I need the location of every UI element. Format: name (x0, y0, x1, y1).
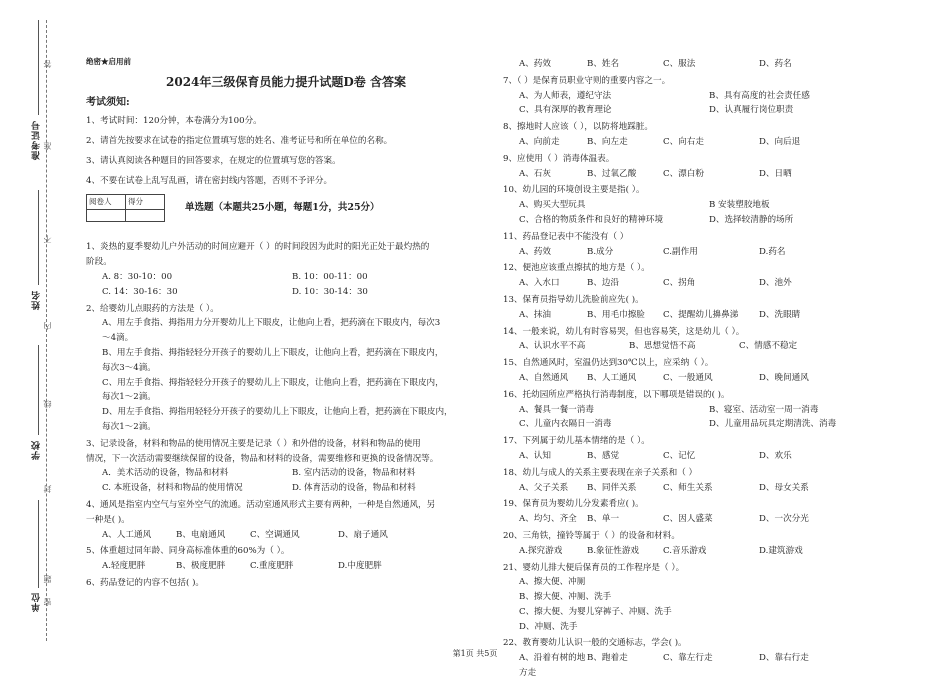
answer-option[interactable]: B、跑着走 (587, 653, 628, 664)
answer-option[interactable]: C、提醒幼儿擤鼻涕 (663, 309, 739, 320)
option-row (503, 308, 943, 323)
option-row (503, 512, 943, 527)
answer-option[interactable]: D、儿童用品玩具定期清洗、消毒 (709, 419, 837, 430)
notice-item: 3、请认真阅读各种题目的回答要求，在规定的位置填写您的答案。 (86, 155, 341, 166)
answer-option[interactable]: D.药名 (759, 246, 786, 257)
answer-option[interactable]: C、记忆 (663, 450, 696, 461)
answer-option[interactable]: B、边沿 (587, 278, 620, 289)
answer-option[interactable]: C.音乐游戏 (663, 545, 707, 556)
score-cell-grader[interactable] (87, 210, 126, 222)
answer-option[interactable]: A、石灰 (519, 168, 551, 179)
option-row (503, 89, 943, 104)
notice-heading: 考试须知: (86, 96, 130, 108)
option-row (503, 198, 943, 213)
right-column (503, 55, 943, 681)
option-row (86, 270, 486, 285)
option-row (503, 103, 943, 118)
answer-option[interactable]: A.轻度肥胖 (102, 561, 146, 572)
answer-option[interactable]: D、认真履行岗位职责 (709, 105, 794, 116)
question-stem: 20、三角铁，撞铃等属于（ ）的设备和材料。 (503, 530, 680, 541)
answer-option[interactable]: B、极度肥胖 (176, 561, 226, 572)
option-row (503, 245, 943, 260)
answer-option[interactable]: A、均匀、齐全 (519, 514, 577, 525)
answer-option[interactable]: A、自然通风 (519, 372, 569, 383)
seal-mark: 准 (43, 142, 52, 150)
answer-option[interactable]: C、一般通风 (663, 372, 713, 383)
option-row (503, 276, 943, 291)
answer-option[interactable]: D、母女关系 (759, 482, 809, 493)
answer-option[interactable]: A、抹油 (519, 309, 551, 320)
question (503, 230, 943, 260)
question (503, 561, 943, 635)
question-stem-continued: 一种是( )。 (86, 514, 130, 525)
answer-option[interactable]: D、日晒 (759, 168, 792, 179)
option-row (86, 466, 486, 481)
notice-item: 1、考试时间：120分钟，本卷满分为100分。 (86, 116, 262, 127)
label-name: 姓名 (32, 290, 42, 310)
answer-option-line[interactable]: ～4滴。 (102, 333, 134, 344)
seal-mark: 题 (43, 575, 52, 583)
question-stem: 6、药品登记的内容不包括( )。 (86, 577, 205, 588)
answer-option[interactable]: B 安装塑胶地板 (709, 200, 770, 211)
answer-option[interactable]: B、寝室、活动室一周一消毒 (709, 404, 819, 415)
option-row (503, 371, 943, 386)
option-row (503, 57, 943, 72)
label-exam-number: 准考证号 (32, 120, 42, 160)
answer-option[interactable]: B、姓名 (587, 59, 620, 69)
seal-mark: 密 (43, 598, 52, 606)
option-row (86, 528, 486, 543)
question-stem: 5、体重超过同年龄、同身高标准体重的60%为（ ）。 (86, 546, 290, 557)
answer-option[interactable]: D、靠右行走 (759, 653, 809, 664)
question-stem: 1、炎热的夏季婴幼儿户外活动的时间应避开（ ）的时间段因为此时的阳光正处于最灼热的 (86, 242, 430, 253)
fill-line-name[interactable] (38, 190, 39, 285)
label-unit: 单位 (32, 592, 42, 612)
answer-option[interactable]: C、向右走 (663, 136, 704, 147)
left-column (86, 55, 486, 591)
answer-option[interactable]: B、电扇通风 (176, 529, 226, 540)
answer-option[interactable]: B、思想觉悟不高 (629, 341, 696, 352)
question-stem: 15、自然通风时，室温仍达到30℃以上，应采纳（ ）。 (503, 358, 714, 369)
question (503, 466, 943, 496)
section-heading: 单选题（本题共25小题，每题1分，共25分） (185, 201, 380, 213)
question-stem-continued: 阶段。 (86, 257, 112, 268)
answer-option[interactable]: A、认知 (519, 450, 551, 461)
question-stem: 4、通风是指室内空气与室外空气的流通。活动室通风形式主要有两种，一种是自然通风，另 (86, 499, 436, 510)
answer-option[interactable]: C、靠左行走 (663, 653, 713, 664)
question-stem: 3、记录设备，材料和物品的使用情况主要是记录（ ）和外借的设备，材料和物品的使用 (86, 438, 421, 449)
fill-line-unit[interactable] (38, 500, 39, 588)
seal-dashed-line (46, 20, 47, 641)
question-stem: 9、应使用（ ）消毒体温表。 (503, 153, 615, 164)
question-stem: 10、幼儿园的环境创设主要是指( ）。 (503, 185, 645, 196)
question (503, 325, 943, 355)
option-row (503, 339, 943, 354)
question-stem: 19、保育员为婴幼儿分发素肴应( )。 (503, 499, 644, 510)
answer-option-line[interactable]: C、擦大便、为婴儿穿裤子、冲厕、洗手 (519, 606, 672, 617)
answer-option[interactable]: C、合格的物质条件和良好的精神环境 (519, 214, 664, 225)
answer-option-line[interactable]: B、擦大便、冲厕、洗手 (519, 592, 612, 603)
option-row (86, 559, 486, 574)
seal-mark: 不 (43, 235, 52, 243)
question-stem: 2、给婴幼儿点眼药的方法是（ ）。 (86, 303, 219, 314)
option-row (86, 285, 486, 300)
answer-option[interactable]: C、拐角 (663, 278, 696, 289)
answer-option[interactable]: B. 室内活动的设备，物品和材料 (292, 468, 416, 479)
question-stem: 22、教育婴幼儿认识一般的交通标志，学会( )。 (503, 638, 687, 649)
answer-option[interactable]: D.建筑游戏 (759, 545, 803, 556)
question (503, 434, 943, 464)
option-row (503, 135, 943, 150)
left-questions (86, 240, 486, 590)
page-footer: 第1页 共5页 (452, 649, 498, 658)
right-questions (503, 57, 943, 681)
answer-option[interactable]: B、具有高度的社会责任感 (709, 90, 810, 101)
answer-option[interactable]: A、药效 (519, 59, 551, 69)
question (503, 261, 943, 291)
answer-option[interactable]: A、入水口 (519, 278, 560, 289)
fill-line-school[interactable] (38, 345, 39, 435)
answer-option[interactable]: C、因人盛菜 (663, 514, 713, 525)
answer-option[interactable]: B、单一 (587, 514, 620, 525)
answer-option[interactable]: A.探究游戏 (519, 545, 563, 556)
option-row (503, 167, 943, 182)
answer-option[interactable]: D. 体育活动的设备，物品和材料 (292, 483, 416, 494)
question (503, 57, 943, 72)
secret-label: 绝密★启用前 (86, 57, 131, 66)
answer-option[interactable]: D、扇子通风 (338, 529, 388, 540)
seal-mark: 答 (43, 60, 52, 68)
answer-option-line[interactable]: A、擦大便、冲厕 (519, 577, 586, 588)
page-title: 2024年三级保育员能力提升试题D卷 含答案 (166, 74, 406, 89)
score-table-grader: 阅卷人 (87, 194, 126, 210)
answer-option[interactable]: C、师生关系 (663, 482, 713, 493)
question (503, 183, 943, 227)
answer-option[interactable]: D、一次分光 (759, 514, 809, 525)
answer-option[interactable]: A. 8：30-10：00 (102, 271, 173, 282)
question (86, 302, 486, 435)
answer-option[interactable]: B、用毛巾擦脸 (587, 309, 645, 320)
option-row (503, 449, 943, 464)
question (86, 498, 486, 542)
question-stem: 11、药品登记表中不能没有（ ） (503, 231, 629, 242)
answer-option[interactable]: B、向左走 (587, 136, 628, 147)
answer-option[interactable]: A、餐具一餐一消毒 (519, 404, 594, 415)
question-stem: 16、托幼园所应严格执行消毒制度，以下哪项是错误的( )。 (503, 389, 730, 400)
notice-item: 2、请首先按要求在试卷的指定位置填写您的姓名、准考证号和所在单位的名称。 (86, 136, 393, 147)
question (86, 544, 486, 574)
answer-option[interactable]: B、人工通风 (587, 372, 637, 383)
question (503, 388, 943, 432)
answer-option[interactable]: D、向后退 (759, 136, 801, 147)
answer-option[interactable]: D、池外 (759, 278, 792, 289)
answer-option[interactable]: B.成分 (587, 246, 614, 257)
answer-option[interactable]: C、服法 (663, 59, 696, 69)
answer-option[interactable]: B、同伴关系 (587, 482, 637, 493)
question-stem: 7、（ ）是保育员职业守则的重要内容之一。 (503, 75, 671, 86)
label-school: 学校 (32, 440, 42, 460)
answer-option[interactable]: C、情感不稳定 (739, 341, 798, 352)
answer-option[interactable]: A、向前走 (519, 136, 560, 147)
question (503, 356, 943, 386)
answer-option-line[interactable]: D、冲厕、洗手 (519, 621, 578, 632)
question-stem: 13、保育员指导幼儿洗脸前应先( )。 (503, 294, 644, 305)
question-stem: 8、擦地时人应该（ ），以防将地踩脏。 (503, 122, 653, 133)
answer-option[interactable]: C. 14：30-16：30 (102, 286, 178, 297)
answer-option[interactable]: B.象征性游戏 (587, 545, 640, 556)
question (86, 240, 486, 299)
answer-option[interactable]: D、洗眼睛 (759, 309, 801, 320)
question (503, 152, 943, 182)
question-stem: 14、一般来说，幼儿有时容易哭，但也容易笑，这是幼儿（ ）。 (503, 326, 745, 337)
answer-option[interactable]: A、为人师表，遵纪守法 (519, 90, 612, 101)
answer-option[interactable]: A、父子关系 (519, 482, 569, 493)
answer-option[interactable]: A．美术活动的设备，物品和材料 (102, 468, 229, 479)
question (503, 74, 943, 118)
answer-option[interactable]: A、药效 (519, 246, 551, 257)
answer-option[interactable]: B. 10：00-11：00 (292, 271, 368, 282)
question (503, 293, 943, 323)
answer-option[interactable]: C. 本班设备，材料和物品的使用情况 (102, 483, 243, 494)
answer-option-line[interactable]: A、用左手食指、拇指用力分开婴幼儿上下眼皮，让他向上看，把药滴在下眼皮内，每次3 (102, 318, 441, 329)
answer-option[interactable]: B、感觉 (587, 450, 620, 461)
seal-mark: 内 (43, 322, 52, 330)
answer-option[interactable]: C、漂白粉 (663, 168, 704, 179)
answer-option[interactable]: D、晚间通风 (759, 372, 809, 383)
answer-option[interactable]: D、选择较清静的场所 (709, 214, 794, 225)
answer-option[interactable]: A、沿着有树的地方走 (519, 653, 586, 679)
question-stem: 21、婴幼儿排大便后保育员的工作程序是（ ）。 (503, 562, 685, 573)
answer-option[interactable]: A、人工通风 (102, 529, 152, 540)
answer-option[interactable]: C.副作用 (663, 246, 698, 257)
answer-option[interactable]: A、认识水平不高 (519, 341, 586, 352)
question (503, 529, 943, 559)
notice-list (86, 114, 486, 188)
seal-mark: 线 (43, 400, 52, 408)
answer-option[interactable]: B、过氧乙酸 (587, 168, 637, 179)
answer-option-line[interactable]: C、用左手食指、拇指轻轻分开孩子的婴幼儿上下眼皮，让他向上看，把药滴在下眼皮内， (102, 377, 444, 388)
answer-option[interactable]: C、具有深厚的教育理论 (519, 105, 612, 116)
question-stem: 18、幼儿与成人的关系主要表现在亲子关系和（ ） (503, 467, 698, 478)
question (86, 437, 486, 496)
question-stem: 17、下列属于幼儿基本情绪的是（ ）。 (503, 436, 650, 447)
answer-option-line[interactable]: 每次1～2滴。 (102, 392, 156, 403)
option-row (503, 481, 943, 496)
question (503, 120, 943, 150)
score-table-score: 得分 (126, 194, 165, 210)
seal-mark: 封 (43, 485, 52, 493)
question-stem-continued: 情况，下一次活动需要继续保留的设备，物品和材料的设备，需要维修和更换的设备情况等。 (86, 453, 439, 464)
score-table (86, 194, 165, 223)
option-row (503, 403, 943, 418)
option-row (503, 417, 943, 432)
question (503, 497, 943, 527)
option-row (503, 213, 943, 228)
answer-option[interactable]: C、儿童内衣隔日一消毒 (519, 419, 612, 430)
answer-option[interactable]: D、药名 (759, 59, 792, 69)
answer-option-line[interactable]: 每次3～4滴。 (102, 362, 156, 373)
option-row (86, 481, 486, 496)
answer-option[interactable]: D.中度肥胖 (338, 561, 382, 572)
answer-option[interactable]: D、欢乐 (759, 450, 792, 461)
option-row (503, 544, 943, 559)
answer-option[interactable]: C.重度肥胖 (250, 561, 294, 572)
fill-line-exam-number[interactable] (38, 20, 39, 115)
answer-option-line[interactable]: D、用左手食指、拇指用轻轻分开孩子的要幼儿上下眼皮，让他向上看，把药滴在下眼皮内， (102, 407, 453, 418)
score-cell-score[interactable] (126, 210, 165, 222)
answer-option[interactable]: A、购买大型玩具 (519, 200, 586, 211)
question (86, 576, 486, 591)
notice-item: 4、不要在试卷上乱写乱画，请在密封线内答题，否则不予评分。 (86, 175, 333, 186)
answer-option[interactable]: C、空调通风 (250, 529, 300, 540)
answer-option[interactable]: D. 10：30-14：30 (292, 286, 368, 297)
question-stem: 12、便池应该重点擦拭的地方是（ ）。 (503, 263, 650, 274)
answer-option-line[interactable]: 每次1～2滴。 (102, 421, 156, 432)
answer-option-line[interactable]: B、用左手食指、拇指轻轻分开孩子的婴幼儿上下眼皮，让他向上看，把药滴在下眼皮内， (102, 347, 444, 358)
binding-gutter (0, 0, 70, 671)
score-row (86, 194, 486, 223)
